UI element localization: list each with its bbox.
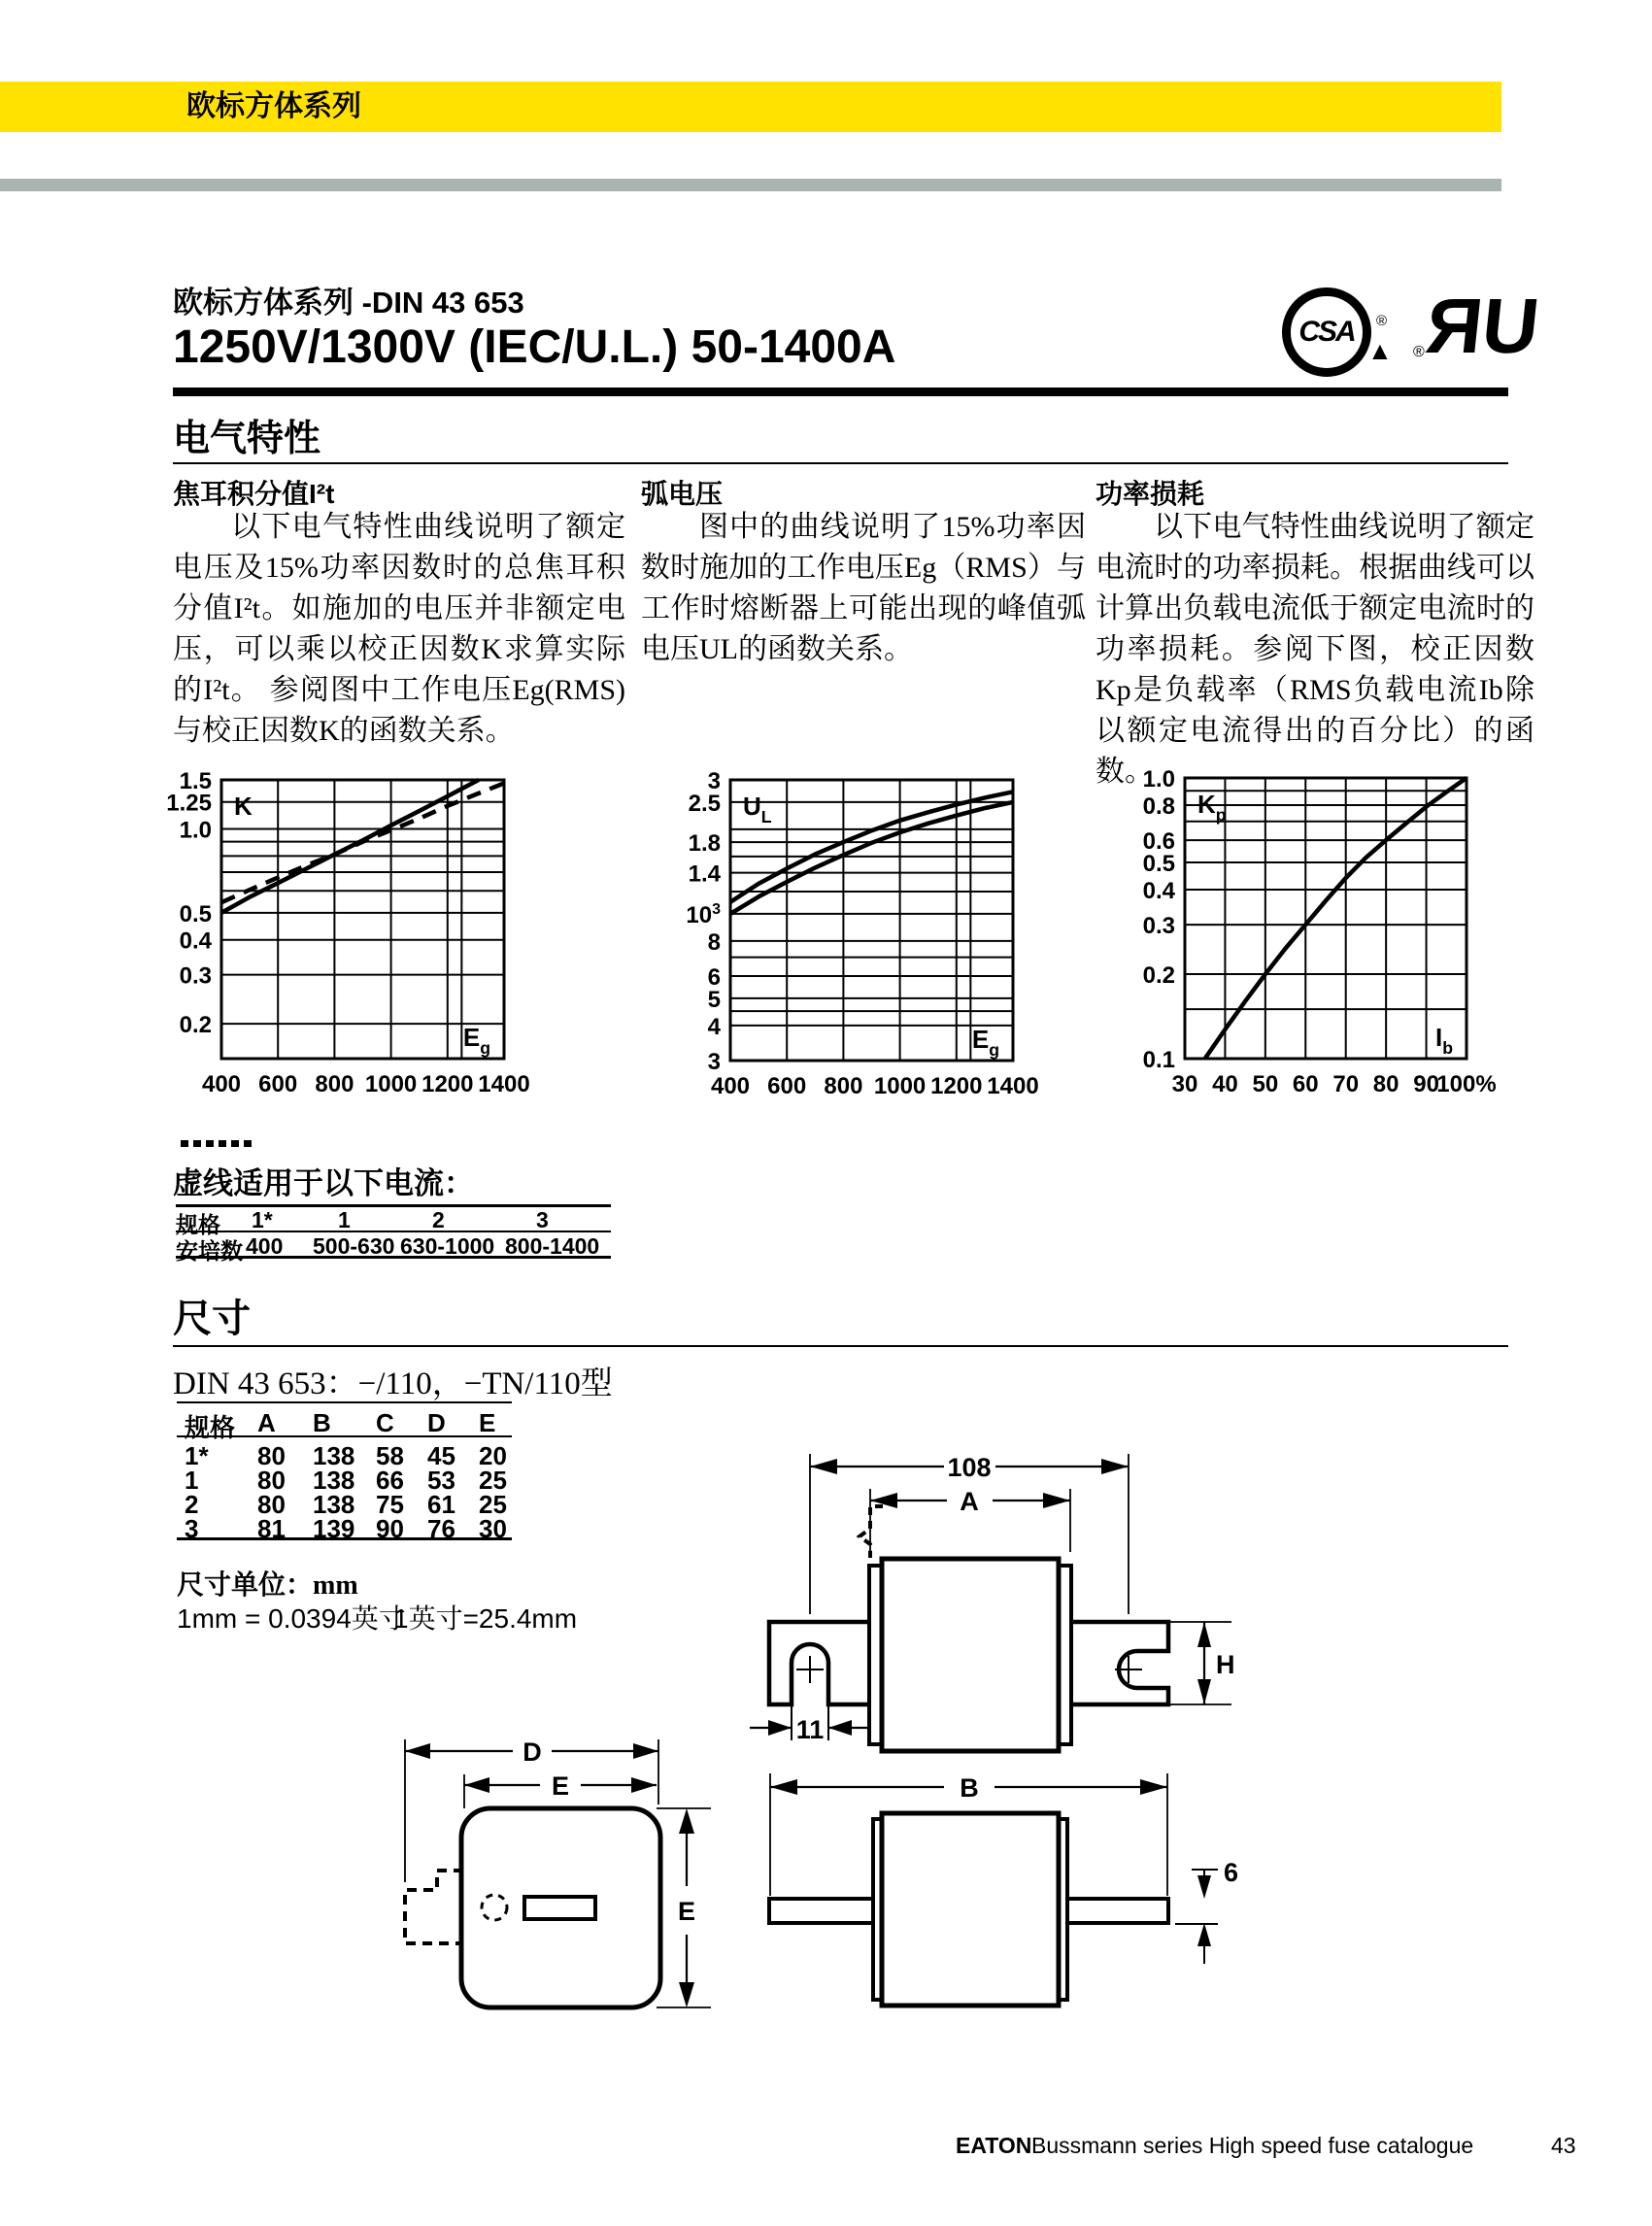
y-tick-label: 0.4 (1142, 878, 1175, 905)
ul-logo (1413, 280, 1544, 387)
footer-title: Bussmann series High speed fuse catalogue (1031, 2133, 1474, 2158)
table-cell: 90 (376, 1514, 404, 1543)
registered-icon: ® (1413, 344, 1425, 360)
csa-triangle-icon: ▲ (1367, 336, 1393, 365)
y-tick-label: 0.5 (179, 900, 212, 928)
table-cell: 25 (479, 1490, 507, 1519)
x-tick-label: 1400 (478, 1071, 530, 1097)
table-cell: D (427, 1408, 446, 1437)
fuse-side-view (769, 1773, 1218, 2006)
x-tick-label: 1200 (930, 1073, 983, 1097)
title-rule (173, 388, 1508, 396)
x-tick-label: 70 (1332, 1071, 1360, 1097)
y-tick-label: 0.2 (1142, 962, 1175, 990)
table-rule (177, 1401, 512, 1403)
table-cell: 139 (313, 1514, 355, 1543)
y-tick-label: 0.6 (1142, 828, 1175, 856)
col1-heading: 焦耳积分值I²t (173, 479, 335, 509)
table-cell: E (479, 1408, 496, 1437)
dashed-line-sample (181, 1140, 254, 1147)
table-cell: 80 (257, 1466, 286, 1495)
table-cell: 80 (257, 1441, 286, 1470)
y-tick-label: 1.8 (688, 830, 721, 858)
table-cell: 1* (252, 1207, 273, 1232)
fuse-front-view (750, 1454, 1231, 1751)
x-tick-label: 600 (767, 1073, 807, 1097)
table-cell: 20 (479, 1441, 507, 1470)
doc-subtitle: 欧标方体系列 -DIN 43 653 (173, 286, 524, 320)
col3-heading: 功率损耗 (1096, 479, 1205, 509)
x-tick-label: 40 (1212, 1071, 1238, 1097)
unit-note: 尺寸单位：mm (177, 1570, 358, 1601)
x-tick-label: 30 (1171, 1071, 1198, 1097)
table-cell: 800-1400 (505, 1233, 600, 1259)
table-cell: 3 (185, 1514, 199, 1543)
svg-text:Eg: $E_g$ (462, 1023, 490, 1058)
y-tick-label: 1.0 (179, 817, 212, 844)
technical-drawings (369, 1418, 1321, 2040)
y-tick-label: 1.4 (688, 860, 721, 888)
banner-title: 欧标方体系列 (186, 90, 361, 122)
x-tick-label: 400 (201, 1071, 242, 1097)
svg-text:K: K (234, 792, 253, 821)
table-cell: 45 (427, 1441, 455, 1470)
section-rule (173, 1345, 1508, 1347)
col2-heading: 弧电压 (641, 479, 724, 509)
dim-label-e2: E (677, 1897, 696, 1926)
divider-bar (0, 179, 1501, 191)
dim-label-11: 11 (795, 1715, 825, 1744)
conversion-right: 1英寸=25.4mm (393, 1603, 578, 1634)
series-banner (0, 82, 1501, 132)
table-cell: A (257, 1408, 276, 1437)
table-cell: 2 (185, 1490, 199, 1519)
table-cell: 61 (427, 1490, 455, 1519)
svg-text:Ib: $I_b$ (1434, 1023, 1453, 1058)
table-cell: 138 (313, 1441, 355, 1470)
table-cell: 58 (376, 1441, 404, 1470)
table-cell: 81 (257, 1514, 286, 1543)
chart-arc-voltage (670, 758, 1097, 1097)
x-tick-label: 1400 (987, 1073, 1039, 1097)
y-tick-label: 0.1 (1142, 1047, 1175, 1073)
table-cell: 2 (432, 1207, 445, 1232)
y-tick-label: 1.25 (166, 790, 212, 817)
y-tick-label: 0.3 (1142, 913, 1175, 940)
dim-label-b: B (960, 1773, 979, 1803)
y-tick-label: 6 (707, 964, 721, 992)
csa-logo (1282, 287, 1412, 385)
x-tick-label: 90 (1413, 1071, 1439, 1097)
table-cell: 630-1000 (400, 1233, 495, 1259)
x-tick-label: 1000 (873, 1073, 927, 1097)
table-cell: 3 (536, 1207, 549, 1232)
indicator-hole (482, 1895, 507, 1920)
y-tick-label: $10^3$ (686, 900, 721, 928)
x-tick-label: 80 (1372, 1071, 1399, 1097)
ul-mark-icon: ЯU (1422, 283, 1544, 369)
x-tick-label: 400 (710, 1073, 751, 1097)
y-tick-label: 0.4 (179, 928, 212, 955)
table-cell: 安培数 (176, 1238, 243, 1264)
section-rule (173, 462, 1508, 464)
table-cell: 规格 (176, 1212, 220, 1237)
dim-label-108: 108 (947, 1453, 992, 1482)
csa-mark-icon: CSA (1282, 287, 1371, 377)
table-cell: B (313, 1408, 331, 1437)
table-cell: C (376, 1408, 394, 1437)
y-tick-label: 5 (707, 986, 721, 1013)
table-cell: 138 (313, 1490, 355, 1519)
dim-label-6: 6 (1224, 1858, 1239, 1887)
x-tick-label: 1200 (421, 1071, 474, 1097)
table-cell: 1* (185, 1441, 209, 1470)
svg-text:UL: $U_L$ (743, 792, 772, 826)
x-tick-label: 1000 (364, 1071, 418, 1097)
y-tick-label: 3 (707, 768, 721, 794)
doc-title: 1250V/1300V (IEC/U.L.) 50-1400A (173, 321, 896, 373)
y-tick-label: 0.5 (1142, 850, 1175, 877)
din-type-line: DIN 43 653：−/110，−TN/110型 (173, 1366, 613, 1401)
y-tick-label: 4 (707, 1013, 721, 1040)
dim-label-a: A (960, 1487, 979, 1516)
chart-joule-correction-factor (146, 758, 573, 1097)
table-cell: 53 (427, 1466, 455, 1495)
chart-power-loss-factor (1122, 758, 1549, 1097)
x-tick-label: 800 (315, 1071, 354, 1097)
registered-icon: ® (1376, 313, 1388, 329)
table-cell: 138 (313, 1466, 355, 1495)
table-cell: 规格 (185, 1413, 236, 1442)
y-tick-label: 1.0 (1142, 766, 1175, 793)
x-tick-label: 50 (1252, 1071, 1279, 1097)
dashed-note-heading: 虚线适用于以下电流： (173, 1166, 474, 1200)
y-tick-label: 0.8 (1142, 793, 1175, 821)
y-tick-label: 0.2 (179, 1012, 212, 1039)
x-tick-label: 600 (258, 1071, 298, 1097)
series-solid (221, 780, 479, 913)
series-solid (1205, 778, 1467, 1059)
page-number: 43 (1551, 2133, 1576, 2158)
conversion-left: 1mm = 0.0394英寸 (177, 1603, 406, 1634)
section-electrical-heading: 电气特性 (173, 419, 321, 459)
table-cell: 66 (376, 1466, 404, 1495)
col3-paragraph: 以下电气特性曲线说明了额定电流时的功率损耗。根据曲线可以计算出负载电流低于额定电流时的功率损耗。参阅下图，校正因数Kp是负载率（RMS负载电流Ib除以额定电流得出的百分比）的函数。 (1096, 511, 1534, 788)
table-cell: 1 (185, 1466, 199, 1495)
y-tick-label: 3 (707, 1049, 721, 1075)
table-cell: 500-630 (313, 1233, 395, 1259)
x-tick-label: 100% (1436, 1071, 1497, 1097)
table-cell: 400 (246, 1233, 284, 1259)
svg-text:Eg: $E_g$ (971, 1025, 999, 1060)
y-tick-label: 0.3 (179, 962, 212, 990)
table-cell: 80 (257, 1490, 286, 1519)
footer-brand: EATON (956, 2133, 1032, 2158)
dim-label-d: D (523, 1737, 542, 1767)
x-tick-label: 60 (1292, 1071, 1319, 1097)
x-tick-label: 800 (824, 1073, 863, 1097)
dim-label-h: H (1216, 1650, 1235, 1679)
y-tick-label: 8 (707, 928, 721, 956)
y-tick-label: 1.5 (179, 768, 212, 794)
table-cell: 1 (338, 1207, 351, 1232)
indicator-outline (405, 1871, 463, 1943)
striker-indicator (860, 1506, 883, 1558)
col1-paragraph: 以下电气特性曲线说明了额定电压及15%功率因数时的总焦耳积分值I²t。如施加的电压并非额定电压，可以乘以校正因数K求算实际的I²t。 参阅图中工作电压Eg(RMS)与校正因数K的函数关系。 (173, 511, 625, 747)
table-cell: 30 (479, 1514, 507, 1543)
table-cell: 76 (427, 1514, 455, 1543)
col2-paragraph: 图中的曲线说明了15%功率因数时施加的工作电压Eg（RMS）与工作时熔断器上可能出现的峰值弧电压UL的函数关系。 (641, 511, 1086, 665)
section-dimensions-heading: 尺寸 (173, 1298, 251, 1340)
svg-text:Kp: $K_p$ (1197, 790, 1227, 825)
y-tick-label: 2.5 (688, 790, 721, 817)
table-cell: 75 (376, 1490, 404, 1519)
dim-label-e1: E (551, 1771, 570, 1801)
table-cell: 25 (479, 1466, 507, 1495)
